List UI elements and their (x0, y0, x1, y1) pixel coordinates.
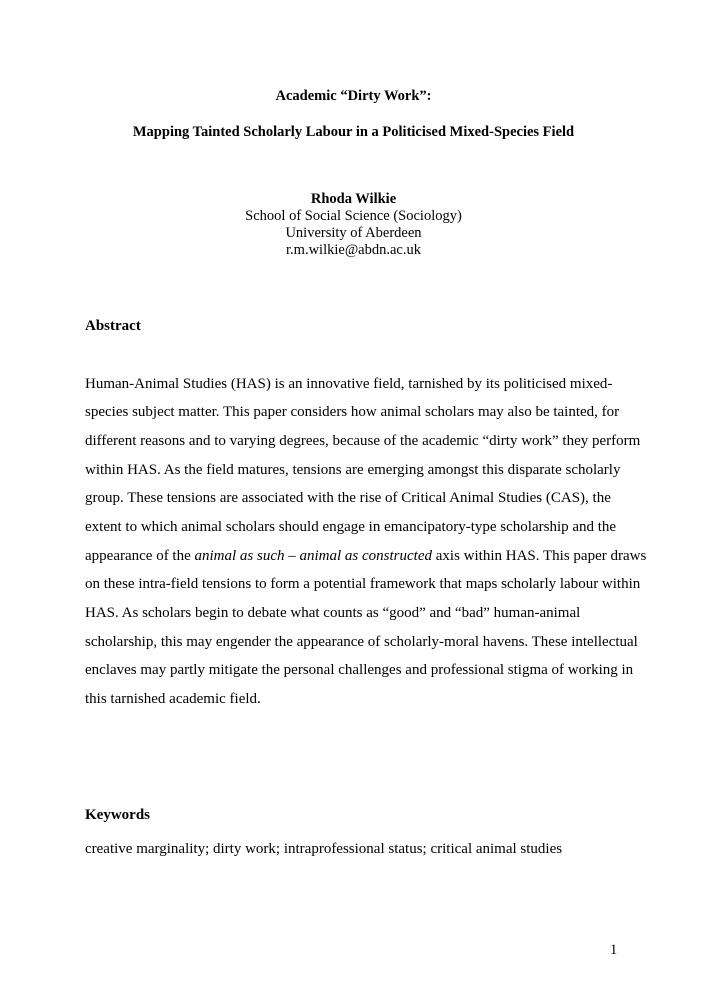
keywords: creative marginality; dirty work; intraprofessional status; critical animal studies (85, 841, 563, 857)
abstract-line: on these intra-field tensions to form a potential framework that maps scholarly labour within (85, 576, 641, 592)
italic-text: animal as such – animal as constructed (194, 548, 433, 564)
abstract-line: extent to which animal scholars should engage in emancipatory-type scholarship and the (85, 519, 617, 535)
abstract-line: HAS. As scholars begin to debate what counts as “good” and “bad” human-animal (85, 605, 581, 621)
abstract-line: Human-Animal Studies (HAS) is an innovative field, tarnished by its politicised mixed- (85, 376, 613, 392)
text: appearance of the (85, 548, 195, 564)
abstract-line: scholarship, this may engender the appearance of scholarly-moral havens. These intellectual (85, 634, 638, 650)
title-line-1: Academic “Dirty Work”: (275, 88, 432, 104)
abstract-line: within HAS. As the field matures, tensions are emerging amongst this disparate scholarly (85, 462, 621, 478)
author-department: School of Social Science (Sociology) (245, 208, 462, 224)
abstract-line-italic (85, 547, 646, 565)
abstract-heading: Abstract (85, 318, 141, 334)
abstract-line: group. These tensions are associated with the rise of Critical Animal Studies (CAS), the (85, 490, 611, 506)
text: axis within HAS. This paper draws (432, 548, 647, 564)
page-number: 1 (610, 942, 618, 958)
author-name: Rhoda Wilkie (310, 191, 397, 207)
author-email: r.m.wilkie@abdn.ac.uk (286, 242, 421, 258)
abstract-line: this tarnished academic field. (85, 691, 261, 707)
author-university: University of Aberdeen (285, 225, 422, 241)
abstract-line: different reasons and to varying degrees, because of the academic “dirty work” they perform (85, 433, 641, 449)
keywords-heading: Keywords (85, 807, 150, 823)
title-line-2: Mapping Tainted Scholarly Labour in a Politicised Mixed-Species Field (132, 124, 575, 140)
abstract-line: enclaves may partly mitigate the personal challenges and professional stigma of working in (85, 662, 634, 678)
abstract-line: species subject matter. This paper considers how animal scholars may also be tainted, for (85, 404, 620, 420)
